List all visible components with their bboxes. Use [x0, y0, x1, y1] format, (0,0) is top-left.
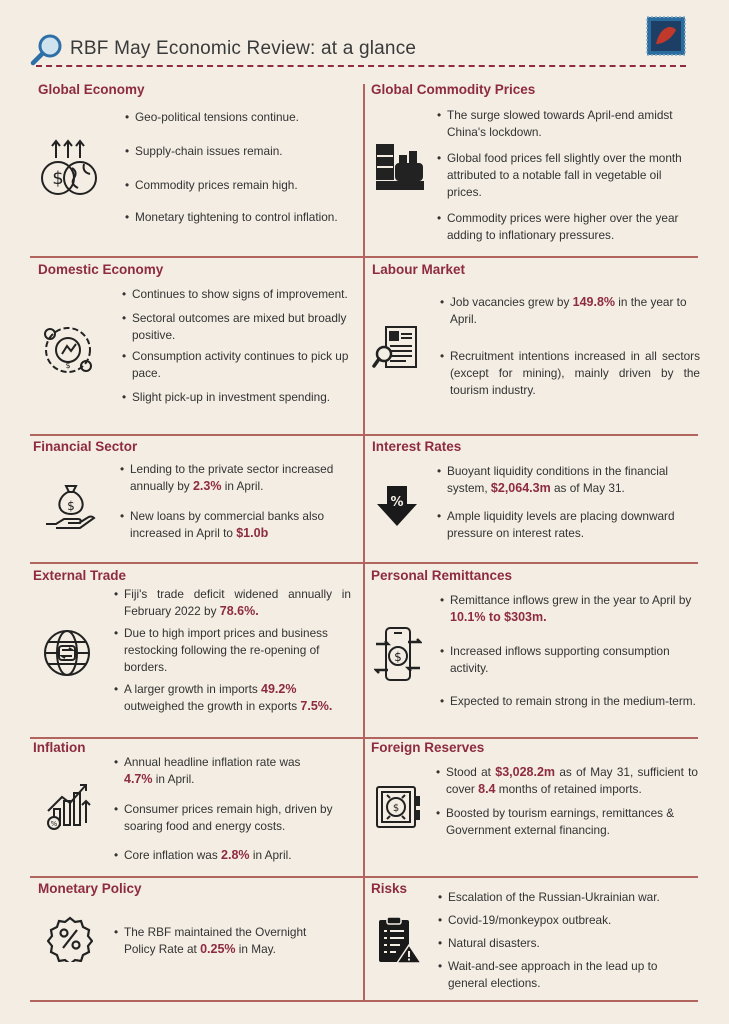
list-item: • Slight pick-up in investment spending. — [122, 389, 357, 406]
bullet-list — [437, 107, 699, 253]
text: Annual headline inflation rate was — [124, 755, 301, 769]
list-item: • Geo-political tensions continue. — [125, 109, 350, 126]
bullet-list — [122, 286, 357, 415]
highlight-value: 7.5%. — [300, 699, 333, 713]
text: Core inflation was — [124, 848, 222, 862]
highlight-value: 8.4 — [478, 782, 496, 796]
highlight-value: 2.8% — [221, 848, 250, 862]
text: as of May 31. — [550, 481, 625, 495]
text: in April. — [249, 848, 292, 862]
text: in May. — [235, 942, 276, 956]
text: The RBF maintained the Overnight Policy Rate at — [124, 925, 307, 956]
rbf-logo-icon — [646, 16, 686, 56]
row-divider — [30, 256, 698, 258]
text: Lending to the private sector increased annually by — [130, 462, 334, 493]
bullet-list — [440, 294, 700, 408]
highlight-value: $1.0b — [236, 526, 269, 540]
list-item — [114, 754, 352, 788]
column-divider — [363, 84, 365, 1000]
list-item — [120, 508, 355, 542]
text: Remittance inflows grew in the year to April by — [450, 593, 692, 607]
bullet-list — [120, 461, 355, 551]
list-item: • Natural disasters. — [438, 935, 700, 952]
bullet-list — [125, 109, 350, 235]
list-item — [437, 463, 701, 497]
svg-text:$: $ — [52, 168, 64, 189]
svg-text:$: $ — [394, 650, 402, 664]
row-divider — [30, 434, 698, 436]
list-item: • Due to high import prices and business restocking following the re-opening of borders. — [114, 625, 351, 676]
section-title: Foreign Reserves — [371, 740, 485, 755]
svg-text:%: % — [390, 495, 404, 510]
list-item — [440, 294, 700, 328]
svg-text:$: $ — [392, 803, 400, 814]
bullet-list — [440, 592, 698, 719]
highlight-value: 4.7% — [124, 772, 153, 786]
list-item — [120, 461, 355, 495]
text: A larger growth in imports — [124, 682, 262, 696]
highlight-value: 10.1% to $303m. — [450, 610, 547, 624]
list-item — [114, 847, 352, 864]
section-title: Global Commodity Prices — [371, 82, 536, 97]
svg-text:$: $ — [67, 499, 75, 513]
vault-safe-icon — [375, 785, 421, 831]
header-divider — [36, 65, 686, 67]
bullet-list — [114, 586, 351, 724]
text: Buoyant liquidity conditions in the financial system, — [447, 464, 669, 495]
list-item — [114, 924, 334, 958]
highlight-value: 149.8% — [572, 295, 616, 309]
list-item: • Boosted by tourism earnings, remittances & Government external financing. — [436, 805, 698, 839]
bullet-list — [114, 924, 334, 967]
globe-money-icon — [38, 138, 100, 200]
svg-text:%: % — [50, 820, 58, 828]
list-item: • Covid-19/monkeypox outbreak. — [438, 912, 700, 929]
list-item: • The surge slowed towards April-end amidst China's lockdown. — [437, 107, 699, 141]
highlight-value: $3,028.2m — [495, 765, 556, 779]
economy-gears-icon — [42, 324, 94, 376]
text: in the year to April. — [450, 295, 687, 326]
money-bag-hand-icon — [44, 480, 96, 532]
text: in April. — [152, 772, 195, 786]
magnifier-icon — [30, 32, 66, 68]
section-title: Inflation — [33, 740, 86, 755]
highlight-value: 2.3% — [192, 479, 222, 493]
rising-chart-icon — [44, 781, 92, 831]
text: New loans by commercial banks also increased in April to — [130, 509, 325, 540]
list-item: • Monetary tightening to control inflation. — [125, 209, 350, 226]
section-title: Risks — [371, 881, 408, 896]
list-item: • Consumer prices remain high, driven by soaring food and energy costs. — [114, 801, 352, 835]
text: Stood at — [446, 765, 496, 779]
text: outweighed the growth in exports — [124, 699, 301, 713]
bullet-list — [114, 754, 352, 873]
list-item — [440, 592, 698, 626]
highlight-value: $2,064.3m — [490, 481, 551, 495]
row-divider — [30, 876, 698, 878]
list-item: • Sectoral outcomes are mixed but broadly positive. — [122, 310, 357, 344]
text: Fiji's trade deficit widened annually in February 2022 by — [124, 587, 351, 618]
list-item: • Continues to show signs of improvement. — [122, 286, 357, 303]
text: as of May 31, sufficient to cover — [446, 765, 698, 796]
list-item: • Increased inflows supporting consumption activity. — [440, 643, 698, 677]
section-title: Domestic Economy — [38, 262, 164, 277]
bullet-list — [438, 889, 700, 1001]
list-item — [436, 764, 698, 798]
list-item: • Commodity prices remain high. — [125, 177, 350, 194]
bullet-list — [436, 764, 698, 848]
text: Job vacancies grew by — [450, 295, 573, 309]
section-title: Personal Remittances — [371, 568, 513, 583]
percent-down-arrow-icon — [375, 484, 419, 528]
list-item — [114, 586, 351, 620]
commodity-barrels-icon — [374, 142, 426, 192]
text: in April. — [221, 479, 264, 493]
list-item: • Expected to remain strong in the medium-term. — [440, 693, 698, 710]
section-title: Global Economy — [38, 82, 145, 97]
list-item: • Escalation of the Russian-Ukrainian war. — [438, 889, 700, 906]
bullet-list — [437, 463, 701, 551]
section-title: Interest Rates — [372, 439, 462, 454]
row-divider — [30, 562, 698, 564]
section-title: Labour Market — [372, 262, 466, 277]
resume-search-icon — [372, 324, 420, 372]
list-item: • Global food prices fell slightly over the month attributed to a notable fall in vegetable oil prices. — [437, 150, 699, 201]
list-item: • Recruitment intentions increased in all sectors (except for mining), mainly driven by the tourism industry. — [440, 348, 700, 399]
phone-transfer-icon — [374, 626, 422, 682]
row-divider — [30, 737, 698, 739]
list-item — [114, 681, 351, 715]
list-item: • Consumption activity continues to pick up pace. — [122, 348, 357, 382]
list-item: • Ample liquidity levels are placing downward pressure on interest rates. — [437, 508, 701, 542]
trade-globe-icon — [42, 628, 92, 678]
svg-text:$: $ — [65, 361, 71, 370]
list-item: • Commodity prices were higher over the year adding to inflationary pressures. — [437, 210, 699, 244]
section-title: External Trade — [33, 568, 127, 583]
percent-badge-icon — [47, 916, 93, 962]
clipboard-warning-icon — [376, 915, 422, 965]
highlight-value: 0.25% — [200, 942, 236, 956]
text: months of retained imports. — [495, 782, 642, 796]
page-title: RBF May Economic Review: at a glance — [70, 38, 417, 59]
list-item: • Wait-and-see approach in the lead up to general elections. — [438, 958, 700, 992]
highlight-value: 78.6%. — [219, 604, 259, 618]
section-title: Monetary Policy — [38, 881, 142, 896]
highlight-value: 49.2% — [261, 682, 297, 696]
list-item: • Supply-chain issues remain. — [125, 143, 350, 160]
header — [30, 30, 700, 70]
section-title: Financial Sector — [33, 439, 138, 454]
